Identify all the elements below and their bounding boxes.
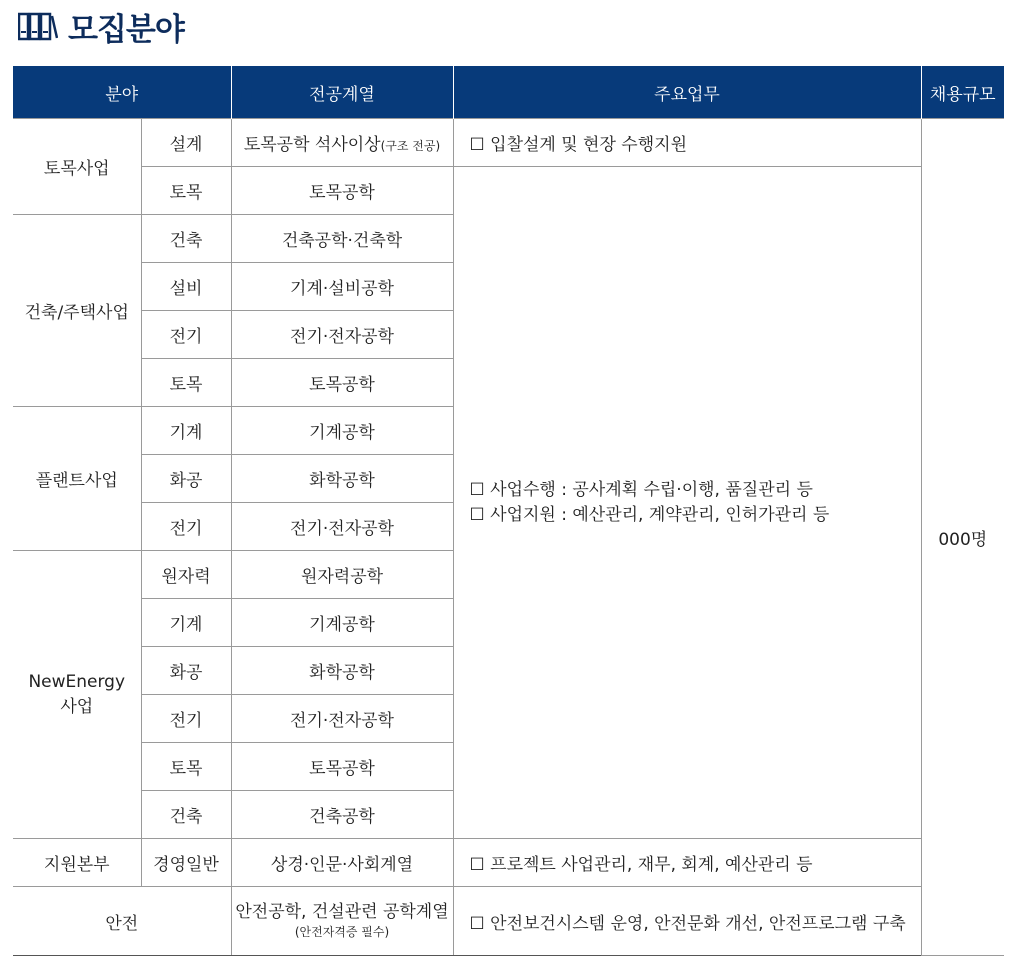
- major-note: (구조 전공): [380, 139, 441, 153]
- duty-design: ☐ 입찰설계 및 현장 수행지원: [453, 119, 921, 167]
- major-text: 토목공학 석사이상: [243, 135, 381, 155]
- major-cell: 전기·전자공학: [231, 503, 453, 551]
- major-cell: 기계공학: [231, 599, 453, 647]
- group-hq: 지원본부: [13, 839, 141, 887]
- major-cell: 건축공학: [231, 791, 453, 839]
- major-cell: [231, 119, 453, 167]
- sub-field: 화공: [141, 647, 231, 695]
- major-cell: 화학공학: [231, 455, 453, 503]
- sub-field: 원자력: [141, 551, 231, 599]
- major-cell: [231, 887, 453, 956]
- group-plant: 플랜트사업: [13, 407, 141, 551]
- table-header-row: [13, 66, 1004, 119]
- sub-field: 설계: [141, 119, 231, 167]
- duty-safety: ☐ 안전보건시스템 운영, 안전문화 개선, 안전프로그램 구축: [453, 887, 921, 956]
- group-newenergy: [13, 551, 141, 839]
- group-civil: 토목사업: [13, 119, 141, 215]
- header-duties: 주요업무: [453, 66, 921, 119]
- major-cell: 화학공학: [231, 647, 453, 695]
- recruitment-table: [13, 66, 1004, 956]
- duty-execution: ☐ 사업수행 : 공사계획 수립·이행, 품질관리 등: [469, 479, 813, 500]
- headcount-cell: 000명: [921, 119, 1004, 956]
- major-cell: 전기·전자공학: [231, 695, 453, 743]
- duty-hq: ☐ 프로젝트 사업관리, 재무, 회계, 예산관리 등: [453, 839, 921, 887]
- sub-field: 화공: [141, 455, 231, 503]
- major-cell: 기계·설비공학: [231, 263, 453, 311]
- major-cell: 건축공학·건축학: [231, 215, 453, 263]
- major-cell: 상경·인문·사회계열: [231, 839, 453, 887]
- page-title: 모집분야: [68, 11, 184, 48]
- sub-field: 전기: [141, 503, 231, 551]
- sub-field: 경영일반: [141, 839, 231, 887]
- group-safety: 안전: [13, 887, 231, 956]
- duty-business: [453, 167, 921, 839]
- table-row: [13, 119, 1004, 167]
- major-cell: 원자력공학: [231, 551, 453, 599]
- sub-field: 기계: [141, 599, 231, 647]
- table-row: [13, 887, 1004, 956]
- sub-field: 전기: [141, 695, 231, 743]
- sub-field: 설비: [141, 263, 231, 311]
- books-icon: [18, 11, 58, 41]
- header-field: 분야: [13, 66, 231, 119]
- major-note: (안전자격증 필수): [294, 925, 390, 939]
- group-newenergy-line2: 사업: [60, 696, 94, 717]
- duty-support: ☐ 사업지원 : 예산관리, 계약관리, 인허가관리 등: [469, 504, 830, 525]
- sub-field: 토목: [141, 743, 231, 791]
- table-row: [13, 839, 1004, 887]
- sub-field: 토목: [141, 359, 231, 407]
- sub-field: 전기: [141, 311, 231, 359]
- group-building: 건축/주택사업: [13, 215, 141, 407]
- major-cell: 토목공학: [231, 743, 453, 791]
- table-row: [13, 167, 1004, 215]
- page-header: [18, 6, 184, 46]
- major-cell: 토목공학: [231, 359, 453, 407]
- sub-field: 토목: [141, 167, 231, 215]
- major-cell: 토목공학: [231, 167, 453, 215]
- sub-field: 건축: [141, 215, 231, 263]
- sub-field: 기계: [141, 407, 231, 455]
- major-text: 안전공학, 건설관련 공학계열: [235, 902, 449, 922]
- header-headcount: 채용규모: [921, 66, 1004, 119]
- major-cell: 전기·전자공학: [231, 311, 453, 359]
- header-major: 전공계열: [231, 66, 453, 119]
- group-newenergy-line1: NewEnergy: [28, 671, 126, 692]
- major-cell: 기계공학: [231, 407, 453, 455]
- sub-field: 건축: [141, 791, 231, 839]
